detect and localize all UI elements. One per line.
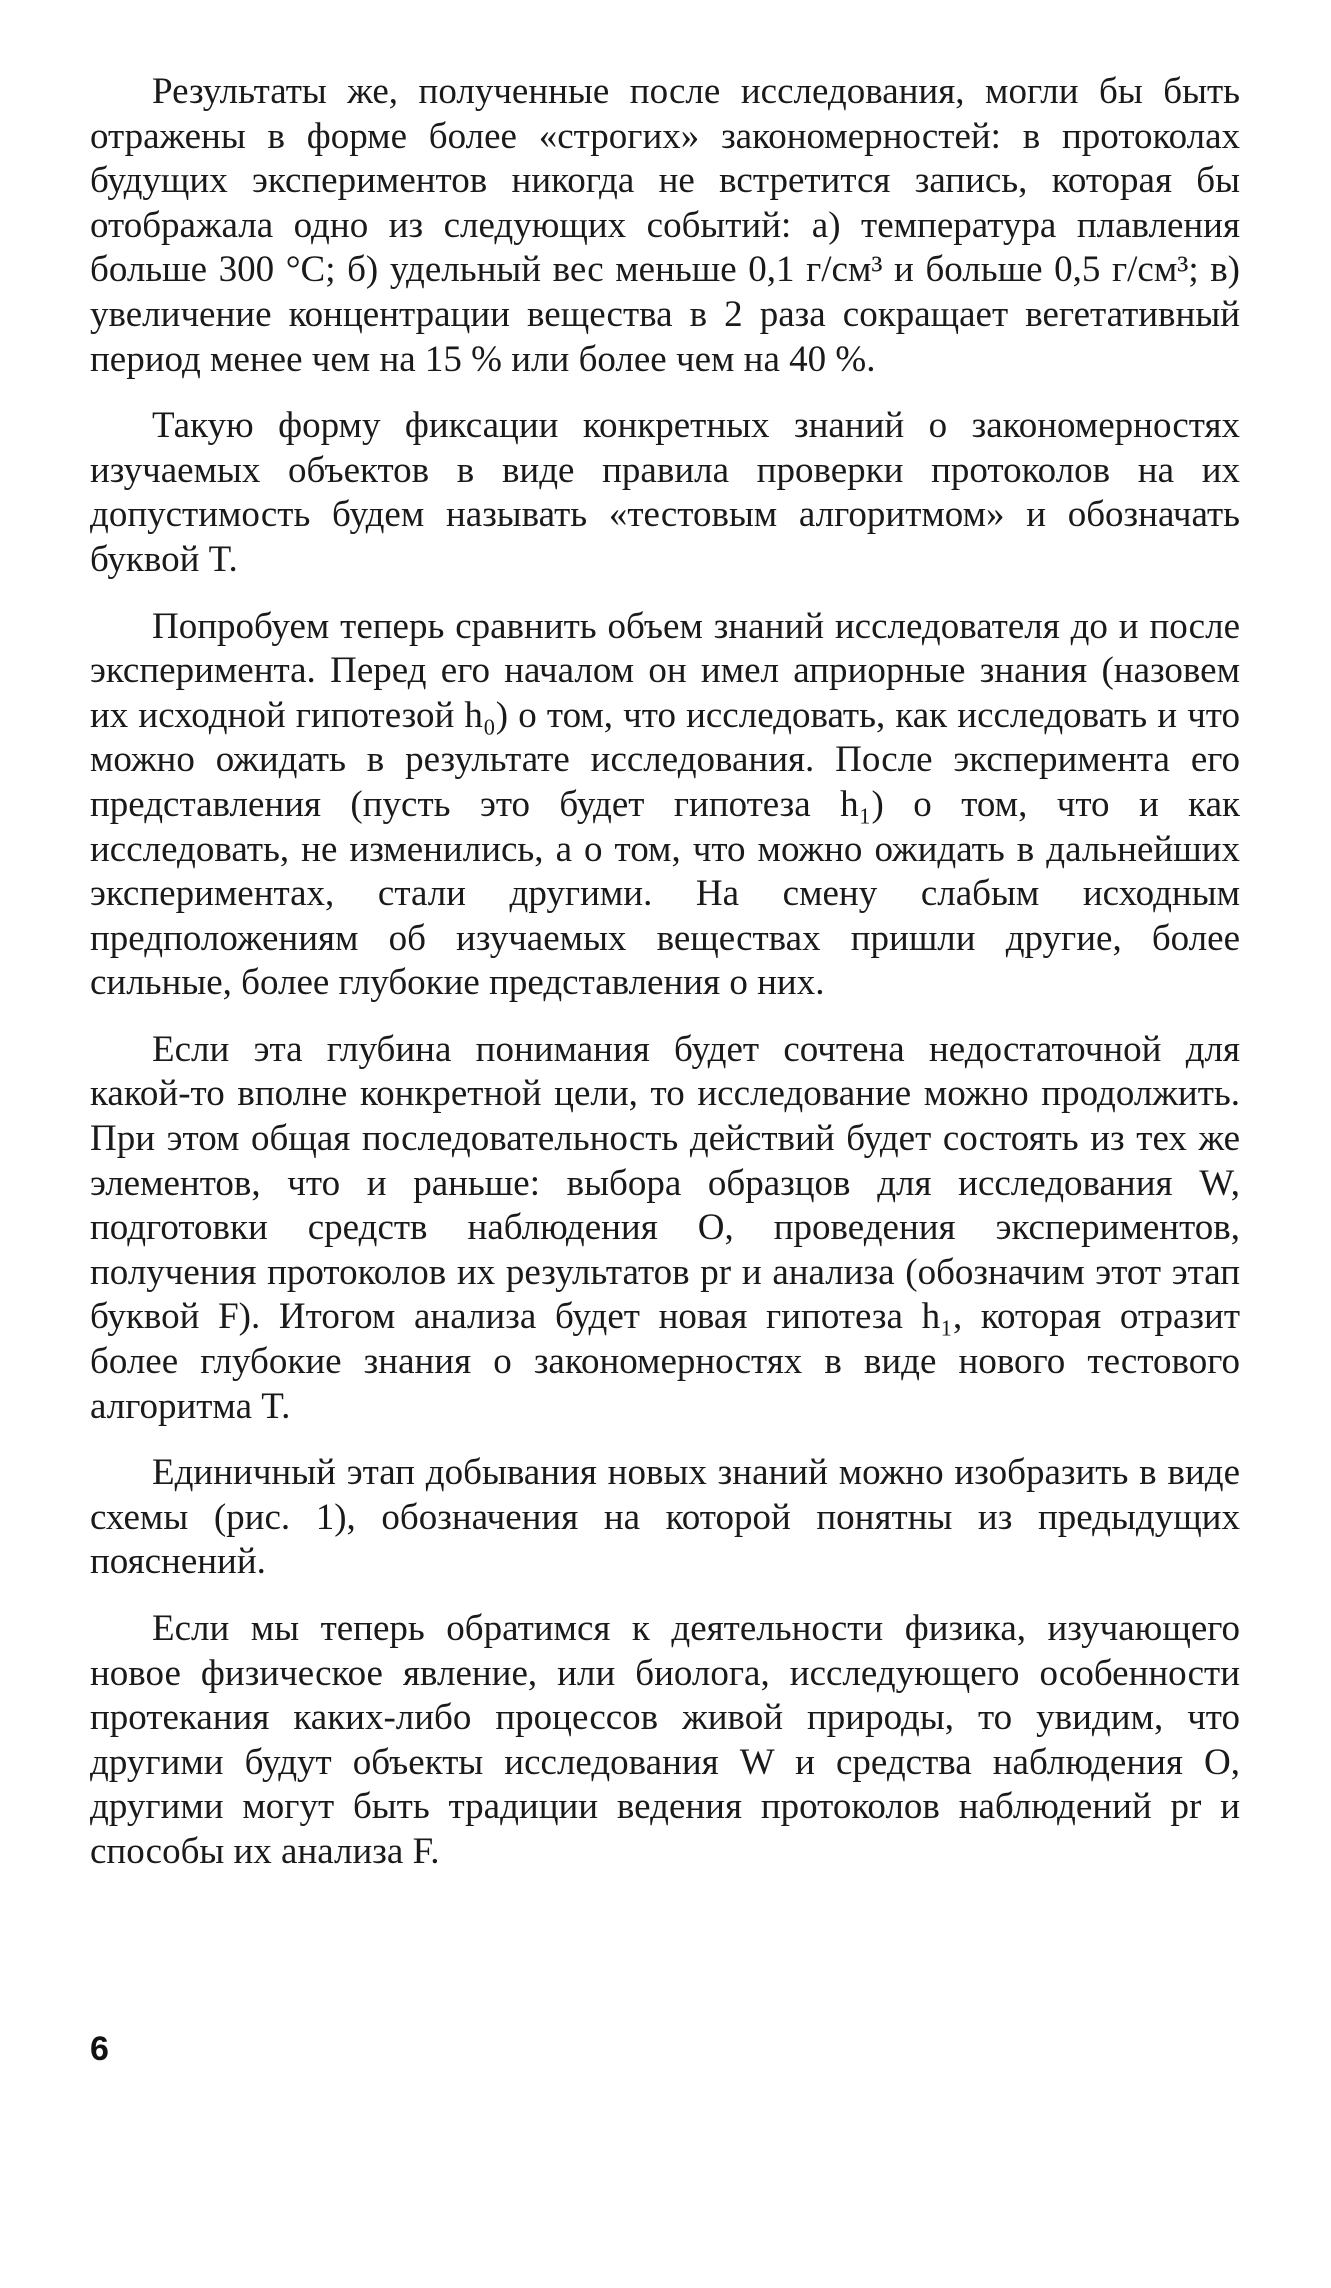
paragraph-6: Если мы теперь обратимся к деятельности физика, изучающего новое физическое явление, или биолога, исследующего особенности протекания каких-либо процессов живой природы, то увидим, что другими будут объекты исследования W и средства наблюдения O, другими могут быть традиции ведения протоколов наблюдений pr и способы их анализа F.	[90, 1608, 1240, 1872]
page-body	[90, 70, 1240, 1897]
paragraph-5: Единичный этап добывания новых знаний можно изобразить в виде схемы (рис. 1), обозначения на которой понятны из предыдущих пояснений.	[90, 1452, 1240, 1583]
paragraph-1: Результаты же, полученные после исследования, могли бы быть отражены в форме более «строгих» закономерностей: в протоколах будущих экспериментов никогда не встретится запись, которая бы отображала одно из следующих событий: а) температура плавления больше 300 °С; б) удельный вес меньше 0,1 г/см³ и больше 0,5 г/см³; в) увеличение концентрации вещества в 2 раза сокращает вегетативный период менее чем на 15 % или более чем на 40 %.	[90, 71, 1240, 380]
paragraph-3: Попробуем теперь сравнить объем знаний исследователя до и после эксперимента. Перед его началом он имел априорные знания (назовем их исходной гипотезой h₀) о том, что исследовать, как исследовать и что можно ожидать в результате исследования. После эксперимента его представления (пусть это будет гипотеза h₁) о том, что и как исследовать, не изменились, а о том, что можно ожидать в дальнейших экспериментах, стали другими. На смену слабым исходным предположениям об изучаемых веществах пришли другие, более сильные, более глубокие представления о них.	[90, 605, 1240, 1004]
paragraph-2: Такую форму фиксации конкретных знаний о закономерностях изучаемых объектов в виде правила проверки протоколов на их допустимость будем называть «тестовым алгоритмом» и обозначать буквой T.	[90, 405, 1240, 580]
page-number: 6	[90, 2030, 109, 2068]
paragraph-4: Если эта глубина понимания будет сочтена недостаточной для какой-то вполне конкретной цели, то исследование можно продолжить. При этом общая последовательность действий будет состоять из тех же элементов, что и раньше: выбора образцов для исследования W, подготовки средств наблюдения O, проведения экспериментов, получения протоколов их результатов pr и анализа (обозначим этот этап буквой F). Итогом анализа будет новая гипотеза h₁, которая отразит более глубокие знания о закономерностях в виде нового тестового алгоритма T.	[90, 1028, 1240, 1427]
